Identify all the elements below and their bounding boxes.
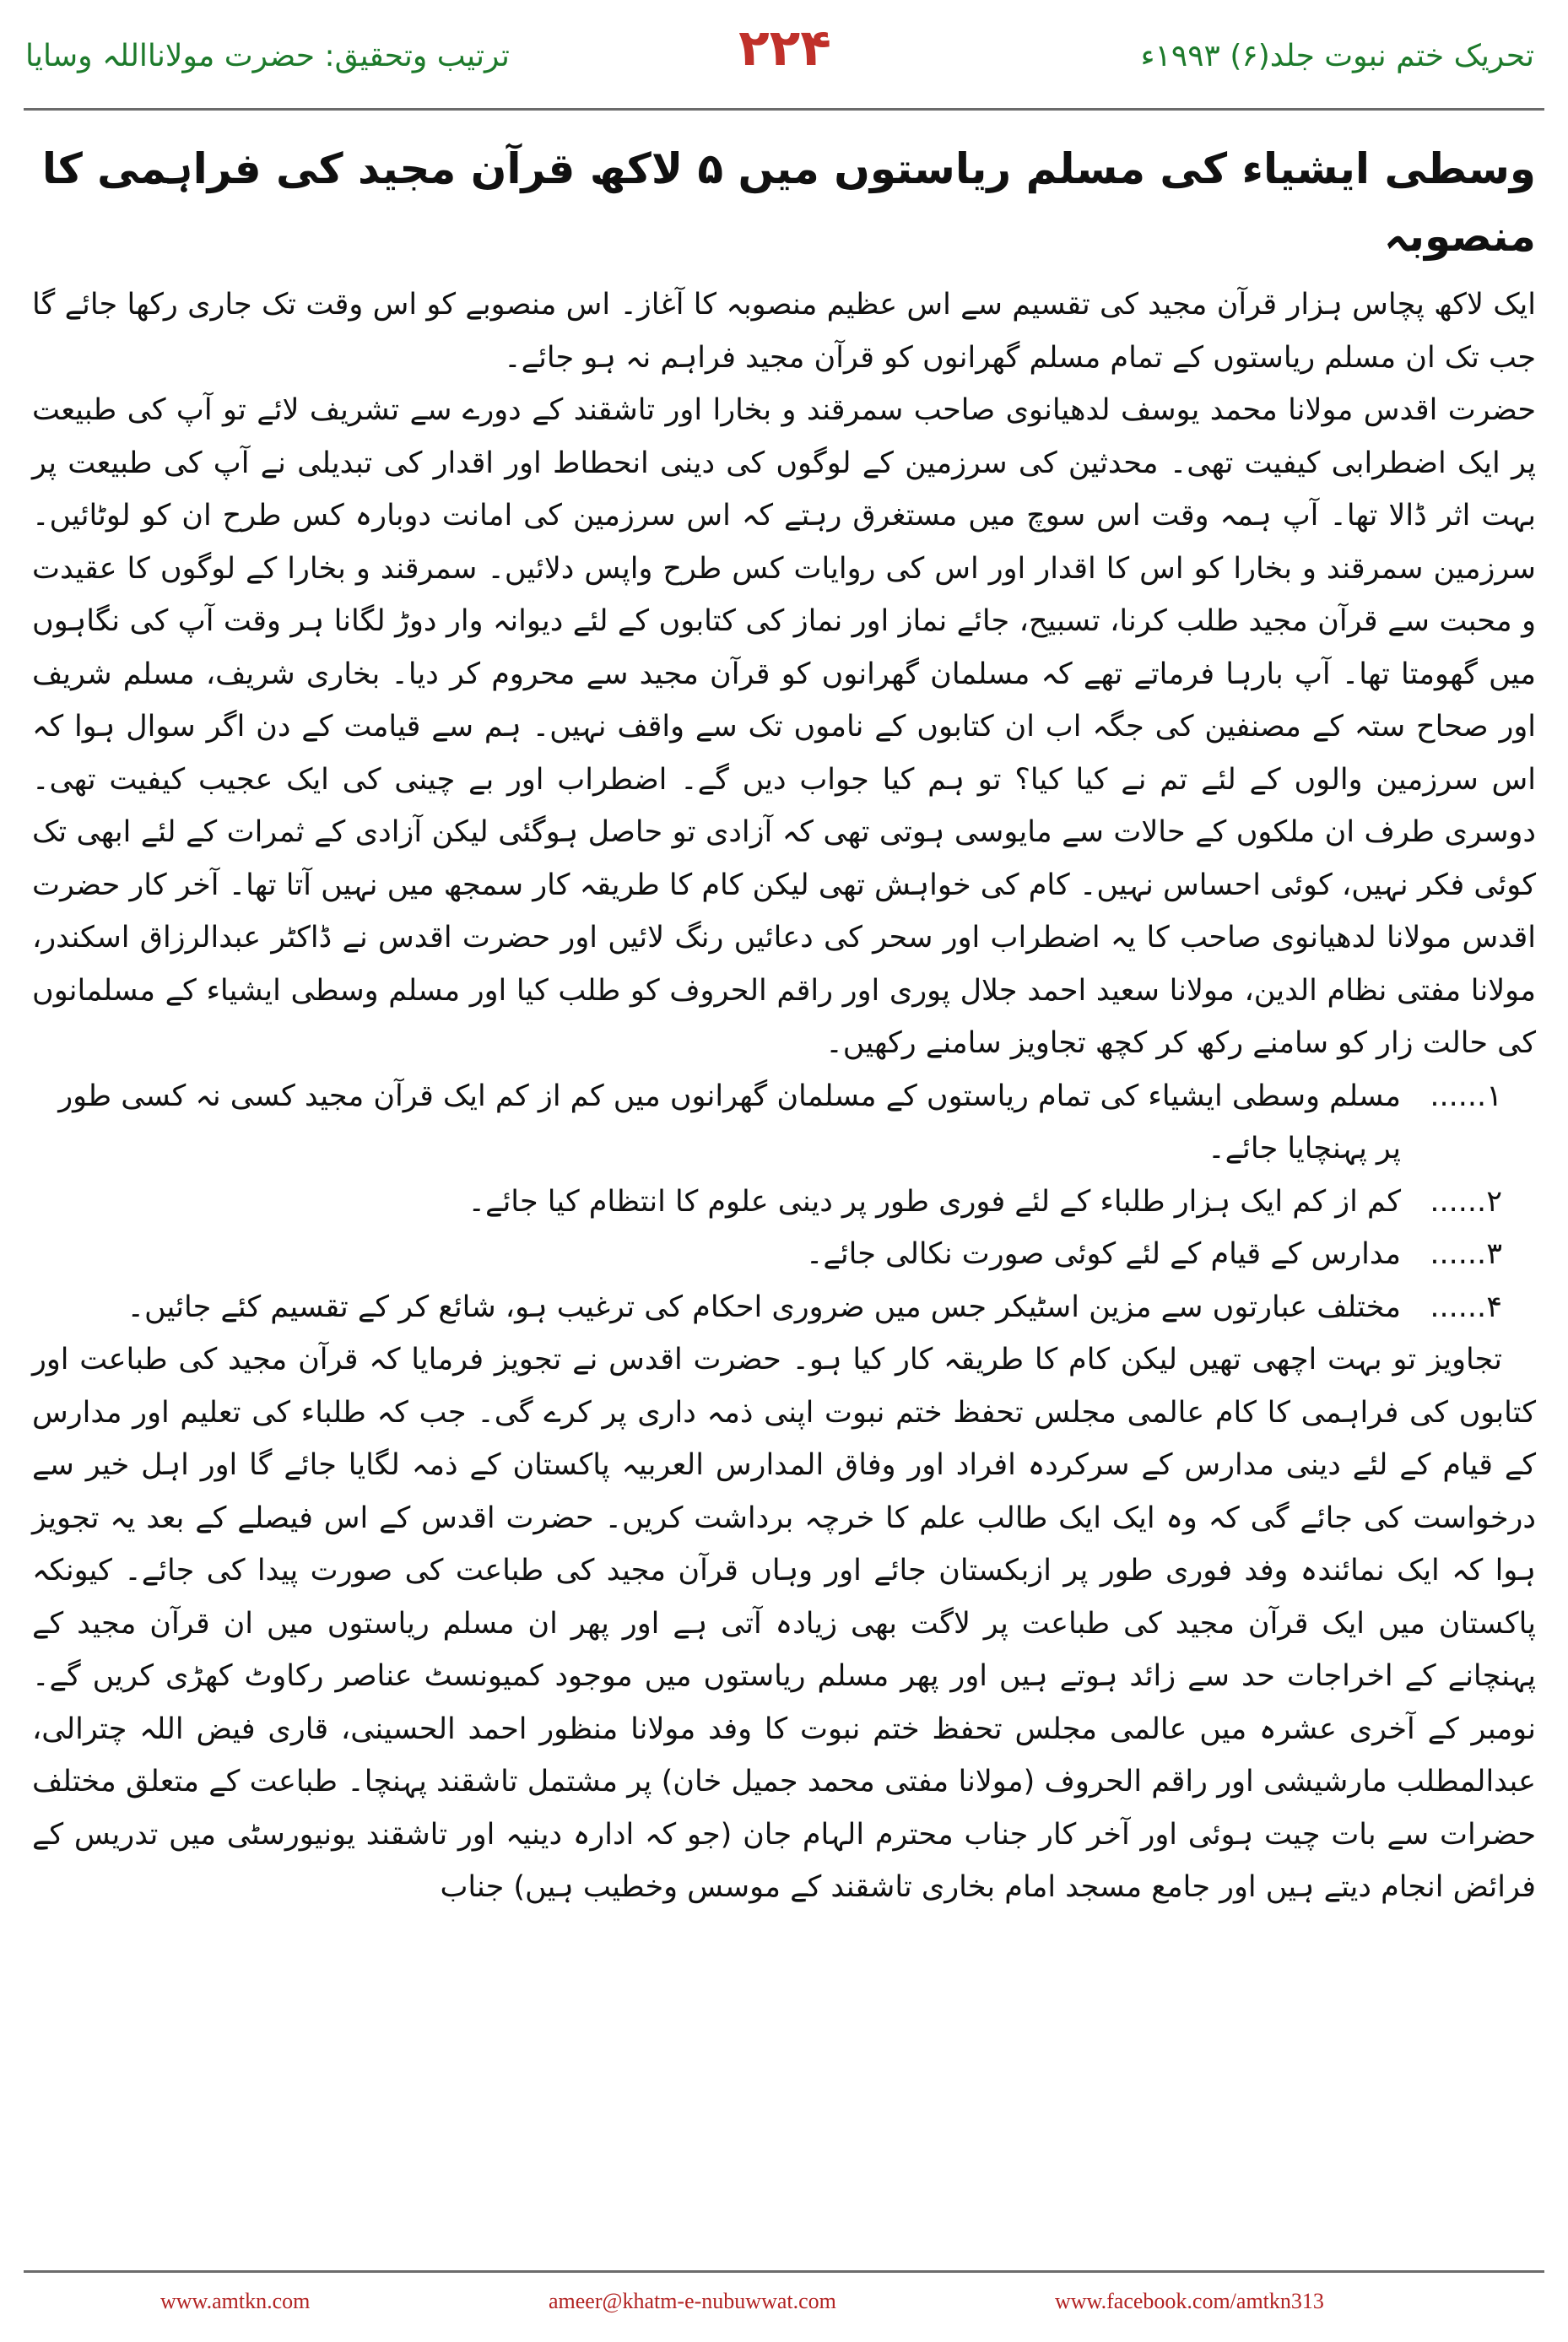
list-number: ۴...... <box>1430 1290 1502 1324</box>
list-item <box>32 1281 1536 1334</box>
book-title: تحریک ختم نبوت جلد(۶) ۱۹۹۳ء <box>1140 39 1534 73</box>
list-text: مدارس کے قیام کے لئے کوئی صورت نکالی جائے۔ <box>805 1237 1401 1271</box>
list-text: کم از کم ایک ہزار طلباء کے لئے فوری طور پر دینی علوم کا انتظام کیا جائے۔ <box>468 1184 1401 1219</box>
paragraph-2: تجاویز تو بہت اچھی تھیں لیکن کام کا طریقہ کار کیا ہو۔ حضرت اقدس نے تجویز فرمایا کہ قرآن مجید کی طباعت اور کتابوں کی فراہمی کا کام عالمی مجلس تحفظ ختم نبوت اپنی ذمہ داری پر کرے گی۔ جب کہ طلباء کی تعلیم اور مدارس کے قیام کے لئے دینی مدارس کے سرکردہ افراد اور وفاق المدارس العربیہ پاکستان کے ذمہ لگایا جائے گا اور اہل خیر سے درخواست کی جائے گی کہ وہ ایک ایک طالب علم کا خرچہ برداشت کریں۔ حضرت اقدس کے اس فیصلے کے بعد یہ تجویز ہوا کہ ایک نمائندہ وفد فوری طور پر ازبکستان جائے اور وہاں قرآن مجید کی طباعت کی صورت پیدا کی جائے۔ کیونکہ پاکستان میں ایک قرآن مجید کی طباعت پر لاگت بھی زیادہ آتی ہے اور پھر ان مسلم ریاستوں میں ان قرآن مجید کے پہنچانے کے اخراجات حد سے زائد ہوتے ہیں اور پھر مسلم ریاستوں میں موجود کمیونسٹ عناصر رکاوٹ کھڑی کریں گے۔ نومبر کے آخری عشرہ میں عالمی مجلس تحفظ ختم نبوت کا وفد مولانا منظور احمد الحسینی، قاری فیض اللہ چترالی، عبدالمطلب مارشیشی اور راقم الحروف (مولانا مفتی محمد جمیل خان) پر مشتمل تاشقند پہنچا۔ طباعت کے متعلق مختلف حضرات سے بات چیت ہوئی اور آخر کار جناب محترم الہام جان (جو کہ ادارہ دینیہ اور تاشقند یونیورسٹی میں تدریس کے فرائض انجام دیتے ہیں اور جامع مسجد امام بخاری تاشقند کے موسس وخطیب ہیں) جناب <box>32 1343 1536 1904</box>
list-text: مختلف عبارتوں سے مزین اسٹیکر جس میں ضروری احکام کی ترغیب ہو، شائع کر کے تقسیم کئے جائیں۔ <box>127 1290 1401 1324</box>
header-divider <box>24 108 1544 111</box>
page-number: ۲۲۴ <box>738 19 831 78</box>
list-number: ۳...... <box>1430 1237 1502 1271</box>
facebook-link[interactable]: www.facebook.com/amtkn313 <box>1055 2289 1324 2313</box>
website-link[interactable]: www.amtkn.com <box>160 2289 311 2313</box>
list-number: ۱...... <box>1430 1079 1502 1113</box>
page-header <box>0 0 1568 118</box>
page-footer <box>0 2289 1568 2323</box>
proposals-list <box>32 1070 1536 1334</box>
article-title: وسطی ایشیاء کی مسلم ریاستوں میں ۵ لاکھ قرآن مجید کی فراہمی کا منصوبہ <box>41 144 1536 261</box>
list-item <box>32 1176 1536 1229</box>
article-body <box>32 135 1536 1914</box>
email-link[interactable]: ameer@khatm-e-nubuwwat.com <box>549 2289 836 2313</box>
intro-paragraph: ایک لاکھ پچاس ہزار قرآن مجید کی تقسیم سے اس عظیم منصوبہ کا آغاز۔ اس منصوبے کو اس وقت تک جاری رکھا جائے گا جب تک ان مسلم ریاستوں کے تمام مسلم گھرانوں کو قرآن مجید فراہم نہ ہو جائے۔ <box>32 288 1536 375</box>
footer-divider <box>24 2270 1544 2273</box>
paragraph-1: حضرت اقدس مولانا محمد یوسف لدھیانوی صاحب سمرقند و بخارا اور تاشقند کے دورے سے تشریف لائے تو آپ کی طبیعت پر ایک اضطرابی کیفیت تھی۔ محدثین کی سرزمین کے لوگوں کی دینی انحطاط اور اقدار کی تبدیلی نے آپ کی طبیعت پر بہت اثر ڈالا تھا۔ آپ ہمہ وقت اس سوچ میں مستغرق رہتے کہ اس سرزمین کی امانت دوبارہ کس طرح ان کو لوٹائیں۔ سرزمین سمرقند و بخارا کو اس کا اقدار اور اس کی روایات کس طرح واپس دلائیں۔ سمرقند و بخارا کے لوگوں کا عقیدت و محبت سے قرآن مجید طلب کرنا، تسبیح، جائے نماز اور نماز کی کتابوں کے لئے دیوانہ وار دوڑ لگانا ہر وقت آپ کی نگاہوں میں گھومتا تھا۔ آپ بارہا فرماتے تھے کہ مسلمان گھرانوں کو قرآن مجید سے محروم کر دیا۔ بخاری شریف، مسلم شریف اور صحاح ستہ کے مصنفین کی جگہ اب ان کتابوں کے ناموں تک سے واقف نہیں۔ ہم سے قیامت کے دن اگر سوال ہوا کہ اس سرزمین والوں کے لئے تم نے کیا کیا؟ تو ہم کیا جواب دیں گے۔ اضطراب اور بے چینی کی ایک عجیب کیفیت تھی۔ دوسری طرف ان ملکوں کے حالات سے مایوسی ہوتی تھی کہ آزادی تو حاصل ہوگئی لیکن آزادی کے ثمرات کے لئے ابھی تک کوئی فکر نہیں، کوئی احساس نہیں۔ کام کی خواہش تھی لیکن کام کا طریقہ کار سمجھ میں نہیں آتا تھا۔ آخر کار حضرت اقدس مولانا لدھیانوی صاحب کا یہ اضطراب اور سحر کی دعائیں رنگ لائیں اور حضرت اقدس نے ڈاکٹر عبدالرزاق اسکندر، مولانا مفتی نظام الدین، مولانا سعید احمد جلال پوری اور راقم الحروف کو طلب کیا اور مسلم وسطی ایشیاء کے مسلمانوں کی حالت زار کو سامنے رکھ کر کچھ تجاویز سامنے رکھیں۔ <box>32 393 1536 1060</box>
list-item <box>32 1070 1536 1176</box>
list-text: مسلم وسطی ایشیاء کی تمام ریاستوں کے مسلمان گھرانوں میں کم از کم ایک قرآن مجید کسی نہ کسی طور پر پہنچایا جائے۔ <box>58 1079 1401 1166</box>
list-number: ۲...... <box>1430 1184 1502 1219</box>
compiler-credit: ترتیب وتحقیق: حضرت مولانااللہ وسایا <box>25 39 510 73</box>
list-item <box>32 1228 1536 1281</box>
